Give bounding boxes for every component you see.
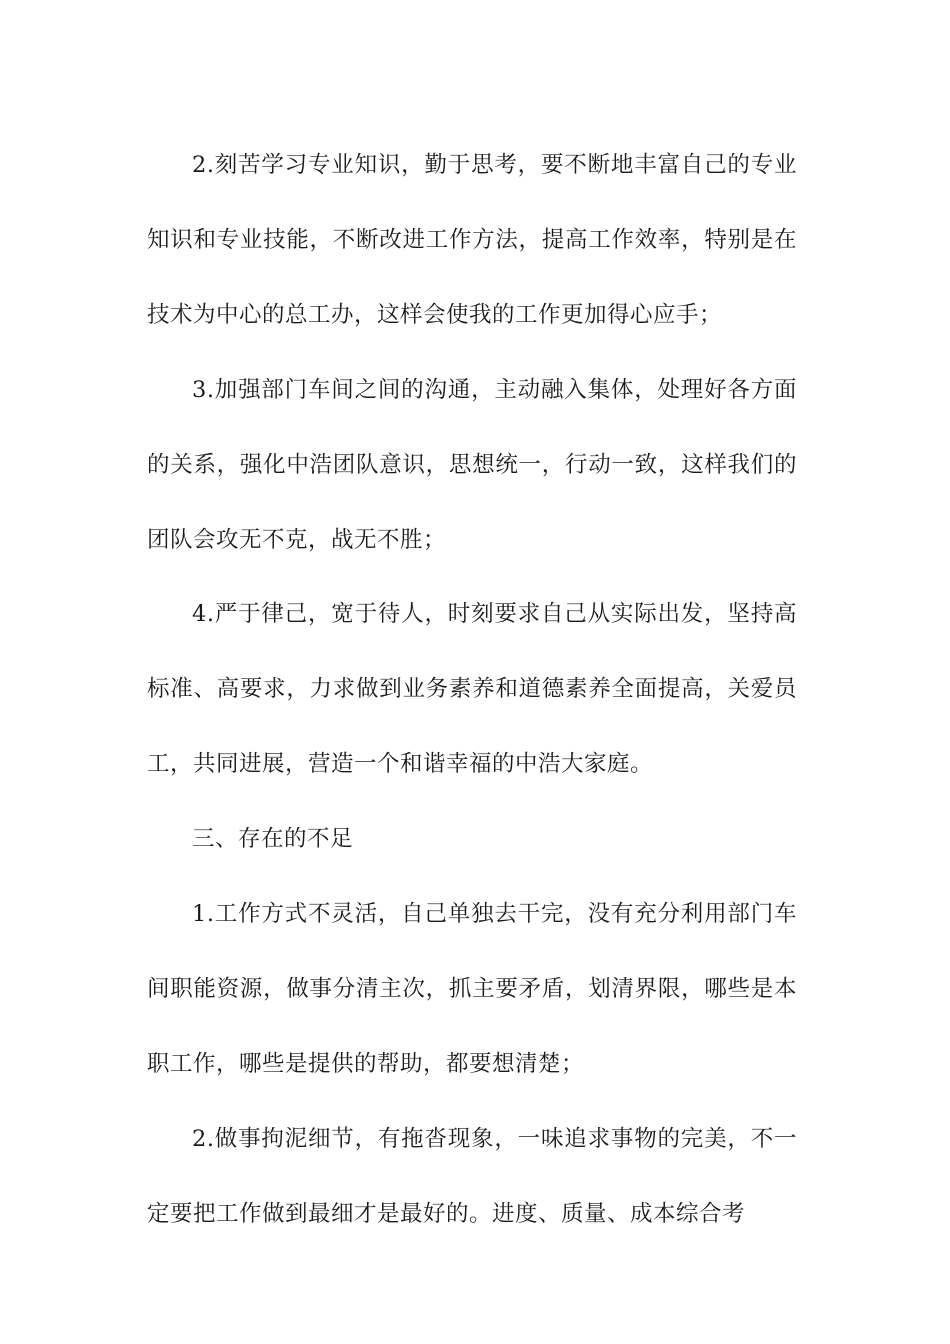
paragraph-work-method: 1.工作方式不灵活，自己单独去干完，没有充分利用部门车间职能资源，做事分清主次，抓主要矛盾，划清界限，哪些是本职工作，哪些是提供的帮助，都要想清楚； [147, 901, 797, 1077]
document-body [147, 128, 797, 1252]
paragraph-self-discipline: 4.严于律己，宽于待人，时刻要求自己从实际出发，坚持高标准、高要求，力求做到业务素养和道德素养全面提高，关爱员工，共同进展，营造一个和谐幸福的中浩大家庭。 [147, 601, 797, 778]
paragraph-details: 2.做事拘泥细节，有拖沓现象，一味追求事物的完美，不一定要把工作做到最细才是最好的。进度、质量、成本综合考 [147, 1125, 797, 1227]
paragraph-study-knowledge: 2.刻苦学习专业知识，勤于思考，要不断地丰富自己的专业知识和专业技能，不断改进工作方法，提高工作效率，特别是在技术为中心的总工办，这样会使我的工作更加得心应手； [147, 152, 797, 328]
paragraph-communication: 3.加强部门车间之间的沟通，主动融入集体，处理好各方面的关系，强化中浩团队意识，思想统一，行动一致，这样我们的团队会攻无不克，战无不胜； [147, 376, 797, 553]
section-heading-shortcomings: 三、存在的不足 [192, 826, 354, 853]
